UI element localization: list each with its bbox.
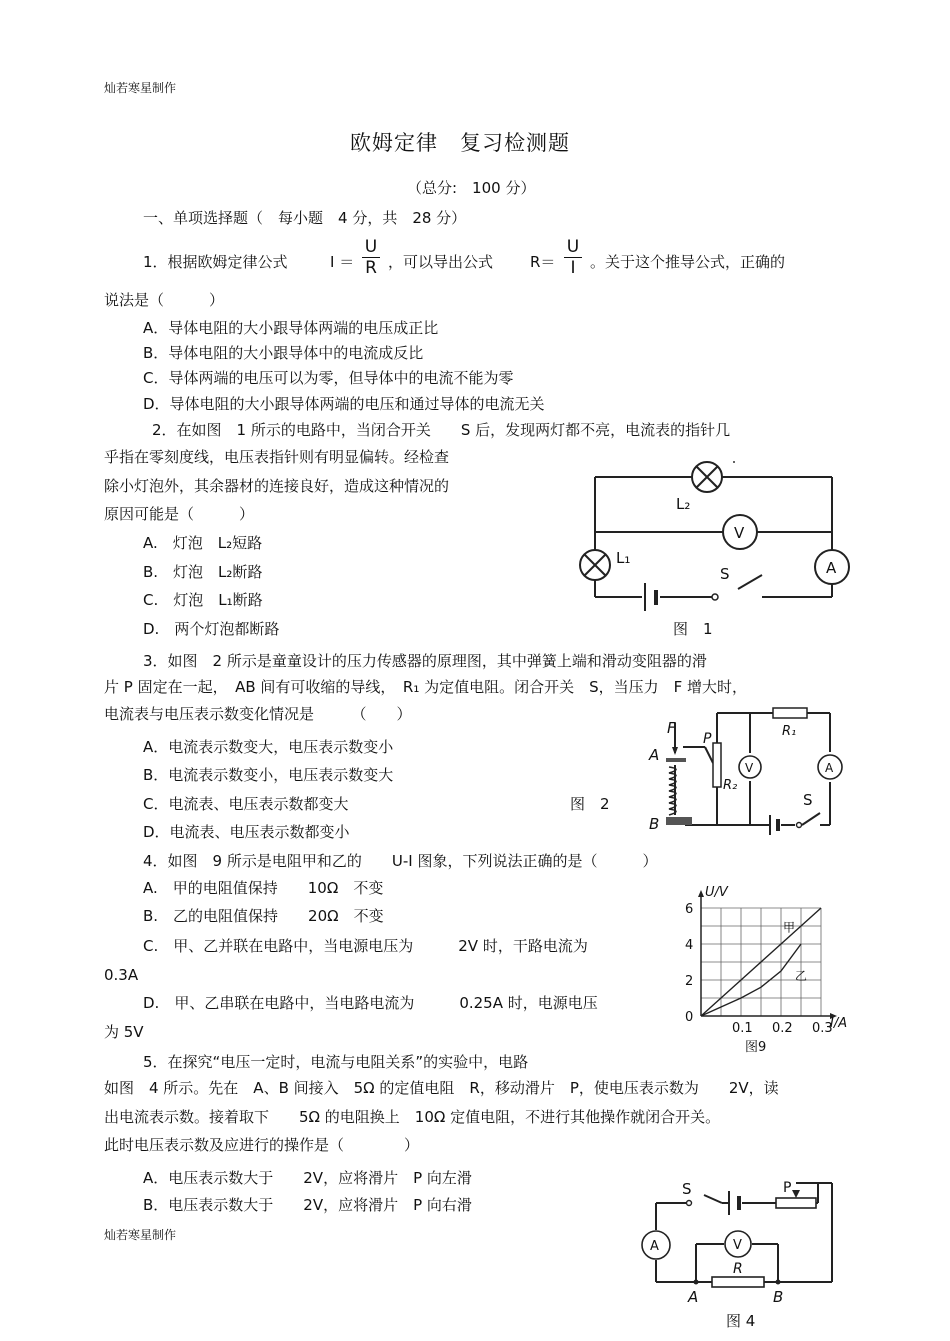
q1-text-pre: 1．根据欧姆定律公式: [143, 253, 288, 271]
q1-formula1-fraction: [362, 237, 380, 278]
q4-option-a: A. 甲的电阻值保持 10Ω 不变: [143, 879, 384, 897]
label-r: R: [733, 1261, 743, 1277]
q2-line3: 除小灯泡外，其余器材的连接良好，造成这种情况的: [104, 477, 450, 495]
y-axis-arrow: [698, 890, 704, 897]
q4-option-c-line1: C. 甲、乙并联在电路中，当电源电压为 2V 时，干路电流为: [143, 937, 588, 955]
lamp-l2-icon: [692, 462, 722, 492]
voltmeter-icon: [739, 756, 761, 778]
q1-formula1-lhs: I ＝: [330, 253, 355, 271]
resistor-r1-icon: [773, 708, 807, 718]
q5-figure-caption: 图 4: [726, 1312, 756, 1330]
q5-line4: 此时电压表示数及应进行的操作是（ ）: [104, 1136, 420, 1154]
svg-text:V: V: [734, 524, 745, 542]
label-s: S: [682, 1180, 692, 1198]
label-a: A: [649, 746, 660, 764]
label-s: S: [720, 565, 730, 583]
q3-option-a: A．电流表示数变大，电压表示数变小: [143, 738, 394, 756]
q2-figure-caption: 图 1: [673, 620, 713, 638]
q4-option-d-line1: D. 甲、乙串联在电路中，当电路电流为 0.25A 时，电源电压: [143, 994, 598, 1012]
series-label: 甲: [783, 920, 796, 935]
q1-formula2-fraction: [564, 237, 582, 278]
footer-maker: 灿若寒星制作: [104, 1228, 177, 1242]
q5-option-b: B．电压表示数大于 2V，应将滑片 P 向右滑: [143, 1196, 472, 1214]
resistor-r2-icon: [713, 743, 721, 787]
q3-option-c: C．电流表、电压表示数都变大: [143, 795, 349, 813]
y-tick-label: 4: [685, 938, 694, 953]
header-maker: 灿若寒星制作: [104, 81, 177, 95]
label-l2: L₂: [676, 495, 691, 513]
label-b: B: [649, 815, 660, 833]
q3-option-d: D．电流表、电压表示数都变小: [143, 823, 350, 841]
label-l1: L₁: [616, 549, 631, 567]
q2-line2: 乎指在零刻度线，电压表指针则有明显偏转。经检查: [104, 448, 450, 466]
q2-line1: 2．在如图 1 所示的电路中，当闭合开关 S 后，发现两灯都不亮，电流表的指针几: [152, 421, 731, 439]
q1-formula2-numerator: U: [566, 237, 580, 257]
ammeter-icon: [642, 1231, 670, 1259]
y-tick-label: 2: [685, 974, 694, 989]
resistor-r-icon: [712, 1277, 764, 1287]
label-p: P: [783, 1180, 792, 1196]
chart-title: 图9: [745, 1040, 767, 1055]
q5-line2: 如图 4 所示。先在 A、B 间接入 5Ω 的定值电阻 R，移动滑片 P，使电压表示数为 2V，读: [104, 1079, 779, 1097]
q2-option-d: D. 两个灯泡都断路: [143, 620, 280, 638]
svg-text:A: A: [825, 761, 834, 775]
label-p: P: [703, 731, 712, 747]
page-title: 欧姆定律 复习检测题: [350, 131, 570, 155]
section-heading: 一、单项选择题（ 每小题 4 分，共 28 分）: [143, 209, 467, 227]
q3-option-b: B．电流表示数变小，电压表示数变大: [143, 766, 394, 784]
q2-option-b: B. 灯泡 L₂断路: [143, 563, 263, 581]
ammeter-icon: [815, 550, 849, 584]
svg-text:A: A: [826, 559, 837, 577]
lamp-l1-icon: [580, 550, 610, 580]
x-tick-label: 0.1: [732, 1021, 753, 1036]
q1-option-a: A．导体电阻的大小跟导体两端的电压成正比: [143, 319, 439, 337]
ammeter-icon: [818, 755, 842, 779]
label-r2: R₂: [723, 778, 738, 793]
series-label: 乙: [795, 969, 808, 983]
q3-line3: 电流表与电压表示数变化情况是 （ ）: [104, 705, 412, 723]
voltmeter-icon: [723, 515, 757, 549]
x-tick-label: 0.2: [772, 1021, 793, 1036]
switch-icon: [797, 823, 802, 828]
switch-icon: [712, 594, 718, 600]
q1-text-mid: ，可以导出公式: [388, 253, 494, 271]
q4-option-c-line2: 0.3A: [104, 966, 139, 984]
q1-text-cont: 说法是（ ）: [104, 291, 225, 309]
svg-text:V: V: [745, 761, 754, 775]
svg-text:V: V: [733, 1238, 742, 1253]
battery-icon: [770, 815, 778, 835]
figure2-circuit: [645, 705, 850, 840]
q1-option-d: D．导体电阻的大小跟导体两端的电压和通过导体的电流无关: [143, 395, 545, 413]
figure4-circuit: [638, 1178, 843, 1328]
q5-line3: 出电流表示数。接着取下 5Ω 的电阻换上 10Ω 定值电阻，不进行其他操作就闭合开关。: [104, 1108, 721, 1126]
q1-formula1-numerator: U: [364, 237, 378, 257]
subtitle-total-score: （总分: 100 分）: [407, 179, 536, 197]
q3-line1: 3．如图 2 所示是童童设计的压力传感器的原理图，其中弹簧上端和滑动变阻器的滑: [143, 652, 707, 670]
q1-formula2-lhs: R＝: [530, 253, 556, 271]
voltmeter-icon: [725, 1231, 751, 1257]
label-r1: R₁: [782, 724, 797, 739]
q1-option-c: C．导体两端的电压可以为零，但导体中的电流不能为零: [143, 369, 514, 387]
q1-option-b: B．导体电阻的大小跟导体中的电流成反比: [143, 344, 424, 362]
label-b: B: [773, 1288, 784, 1306]
battery-icon: [645, 583, 656, 611]
label-f: F: [667, 719, 676, 737]
q3-figure-caption: 图 2: [570, 795, 610, 813]
q1-text-post: 。关于这个推导公式，正确的: [590, 253, 786, 271]
q1-formula1-denominator: R: [365, 258, 377, 278]
x-tick-label: 0.3: [812, 1021, 833, 1036]
q1-formula2-denominator: I: [570, 258, 576, 278]
q2-option-c: C. 灯泡 L₁断路: [143, 591, 263, 609]
svg-text:A: A: [650, 1239, 659, 1254]
q2-option-a: A. 灯泡 L₂短路: [143, 534, 263, 552]
battery-icon: [729, 1191, 739, 1215]
switch-icon: [687, 1201, 692, 1206]
figure9-ui-chart: [663, 878, 863, 1058]
q3-line2: 片 P 固定在一起， AB 间有可收缩的导线， R₁ 为定值电阻。闭合开关 S，当压力 F 增大时，: [104, 678, 748, 696]
q4-option-d-line2: 为 5V: [104, 1023, 144, 1041]
q5-option-a: A．电压表示数大于 2V，应将滑片 P 向左滑: [143, 1169, 472, 1187]
chart-y-axis-label: U/V: [705, 885, 728, 900]
label-s: S: [803, 791, 813, 809]
chart-x-axis-label: I/A: [830, 1016, 848, 1031]
q4-option-b: B. 乙的电阻值保持 20Ω 不变: [143, 907, 384, 925]
figure1-circuit: [570, 455, 860, 610]
y-tick-label: 0: [685, 1010, 694, 1025]
label-a: A: [688, 1288, 699, 1306]
q5-line1: 5．在探究“电压一定时，电流与电阻关系”的实验中，电路: [143, 1053, 529, 1071]
y-tick-label: 6: [685, 902, 694, 917]
q4-line1: 4．如图 9 所示是电阻甲和乙的 U-I 图象，下列说法正确的是（ ）: [143, 852, 658, 870]
q2-line4: 原因可能是（ ）: [104, 505, 255, 523]
